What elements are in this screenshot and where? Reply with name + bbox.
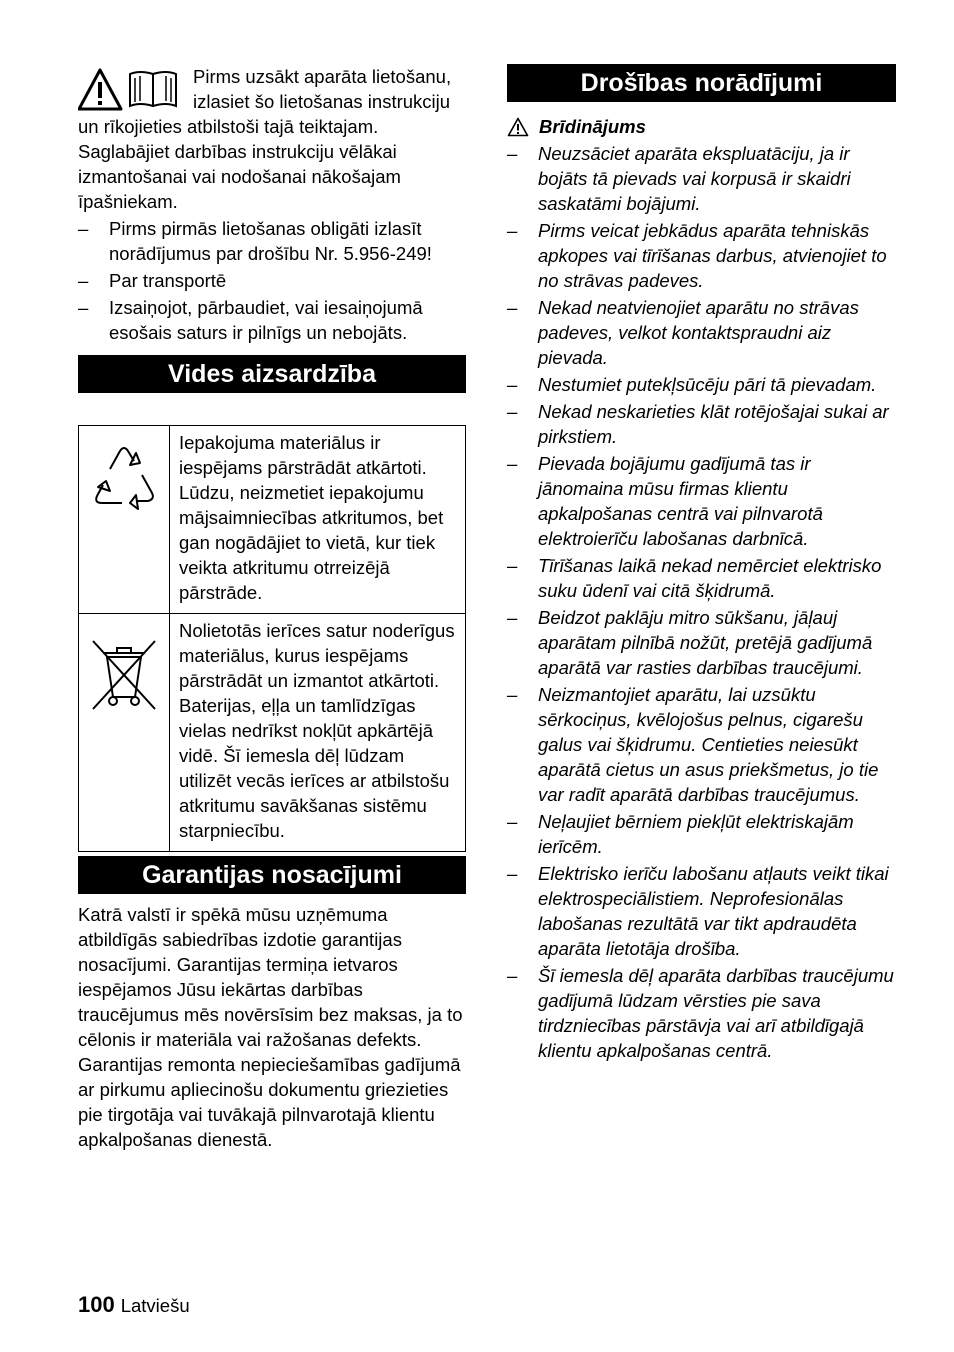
warning-label: Brīdinājums: [539, 116, 646, 137]
list-marker: –: [507, 607, 518, 628]
list-item: – Neļaujiet bērniem piekļūt elektriskajām ierīcēm.: [507, 811, 854, 857]
icon-cell: [79, 426, 170, 614]
list-marker: –: [78, 270, 89, 291]
icon-cell: [79, 614, 170, 852]
list-marker: –: [507, 863, 518, 884]
list-item: – Nekad neatvienojiet aparātu no strāvas padeves, velkot kontaktspraudni aiz pievada.: [507, 297, 859, 368]
list-item: – Tīrīšanas laikā nekad nemērciet elektrisko suku ūdenī vai citā šķidrumā.: [507, 555, 882, 601]
list-item: – Nestumiet putekļsūcēju pāri tā pievadam.: [507, 374, 877, 395]
list-item: – Pirms pirmās lietošanas obligāti izlasīt norādījumus par drošību Nr. 5.956-249!: [78, 218, 432, 264]
list-marker: –: [507, 374, 518, 395]
recycle-icon: [86, 441, 162, 521]
list-marker: –: [507, 453, 518, 474]
list-marker: –: [507, 143, 518, 164]
warning-icon: [507, 117, 529, 137]
list-item: – Neizmantojiet aparātu, lai uzsūktu sērkociņus, kvēlojošus pelnus, cigarešu galus vai šķidrumu. Centieties neiesūkt aparātā cietus un asus priekšmetus, jo tie var radīt aparātā darbības traucējumus.: [507, 684, 879, 805]
warranty-heading: Garantijas nosacījumi: [78, 856, 466, 894]
safety-heading: Drošības norādījumi: [507, 64, 896, 102]
table-row: [79, 426, 466, 614]
list-item: – Pievada bojājumu gadījumā tas ir jānomaina mūsu firmas klientu apkalpošanas centrā vai pilnvarotā elektroierīču labošanas darbnīcā.: [507, 453, 823, 549]
list-item: – Pirms veicat jebkādus aparāta tehniskās apkopes vai tīrīšanas darbus, atvienojiet to no strāvas padeves.: [507, 220, 887, 291]
safety-list: [507, 141, 896, 1063]
list-item: – Elektrisko ierīču labošanu atļauts veikt tikai elektrospeciālistiem. Neprofesionālas labošanas rezultātā var tikt apdraudēta aparāta lietotāja drošība.: [507, 863, 889, 959]
list-marker: –: [78, 297, 89, 318]
list-marker: –: [507, 811, 518, 832]
list-marker: –: [507, 297, 518, 318]
list-item: – Par transportē: [78, 270, 227, 291]
recycle-text: Iepakojuma materiālus ir iespējams pārstrādāt atkārtoti. Lūdzu, neizmetiet iepakojumu mājsaimniecības atkritumos, bet gan nogādājiet to vietā, kur tiek veikta atkritumu otrreizējā pārstrāde.: [170, 426, 466, 614]
list-marker: –: [78, 218, 89, 239]
intro-section: [78, 64, 466, 214]
crossed-bin-icon: [89, 635, 159, 715]
list-marker: –: [507, 684, 518, 705]
warning-manual-icon: [78, 68, 181, 112]
environment-heading: Vides aizsardzība: [78, 355, 466, 393]
intro-text: Pirms uzsākt aparāta lietošanu, izlasiet šo lietošanas instrukciju un rīkojieties atbilstoši tajā teiktajam. Saglabājiet darbības instrukciju vēlākai izmantošanai vai nodošanai nākošajam īpašniekam.: [78, 66, 452, 212]
warning-line: [507, 114, 896, 139]
page-number: 100: [78, 1292, 115, 1317]
language-label: Latviešu: [120, 1295, 190, 1316]
list-marker: –: [507, 220, 518, 241]
page-footer: [78, 1292, 190, 1318]
table-row: [79, 614, 466, 852]
environment-table: [78, 425, 466, 852]
list-item: – Neuzsāciet aparāta ekspluatāciju, ja ir bojāts tā pievads vai korpusā ir skaidri saskatāmi bojājumi.: [507, 143, 851, 214]
disposal-text: Nolietotās ierīces satur noderīgus materiālus, kurus iespējams pārstrādāt un izmantot atkārtoti. Baterijas, eļļa un tamlīdzīgas vielas nedrīkst nokļūt apkārtējā vidē. Šī iemesla dēļ lūdzam utilizēt vecās ierīces ar atbilstošu atkritumu savākšanas sistēmu starpniecību.: [170, 614, 466, 852]
list-marker: –: [507, 401, 518, 422]
intro-list: [78, 216, 466, 345]
list-item: – Izsaiņojot, pārbaudiet, vai iesaiņojumā esošais saturs ir pilnīgs un nebojāts.: [78, 297, 423, 343]
list-item: – Nekad neskarieties klāt rotējošajai sukai ar pirkstiem.: [507, 401, 889, 447]
list-item: – Beidzot paklāju mitro sūkšanu, jāļauj aparātam pilnībā nožūt, pretējā gadījumā aparātā var rasties darbības traucējumi.: [507, 607, 873, 678]
list-item: – Šī iemesla dēļ aparāta darbības traucējumu gadījumā lūdzam vērsties pie sava tirdzniecības pārstāvja vai arī atbildīgajā klientu apkalpošanas centrā.: [507, 965, 894, 1061]
list-marker: –: [507, 555, 518, 576]
warranty-text: Katrā valstī ir spēkā mūsu uzņēmuma atbildīgās sabiedrības izdotie garantijas nosacījumi. Garantijas termiņa ietvaros iespējamos Jūsu iekārtas darbības traucējumus mēs novērsīsim bez maksas, ja to cēlonis ir materiāla vai ražošanas defekts. Garantijas remonta nepieciešamības gadījumā ar pirkumu apliecinošu dokumentu griezieties pie tirgotāja vai tuvākajā pilnvarotajā klientu apkalpošanas dienestā.: [78, 904, 463, 1150]
right-column: [507, 64, 896, 1065]
left-column: [78, 64, 466, 1152]
list-marker: –: [507, 965, 518, 986]
